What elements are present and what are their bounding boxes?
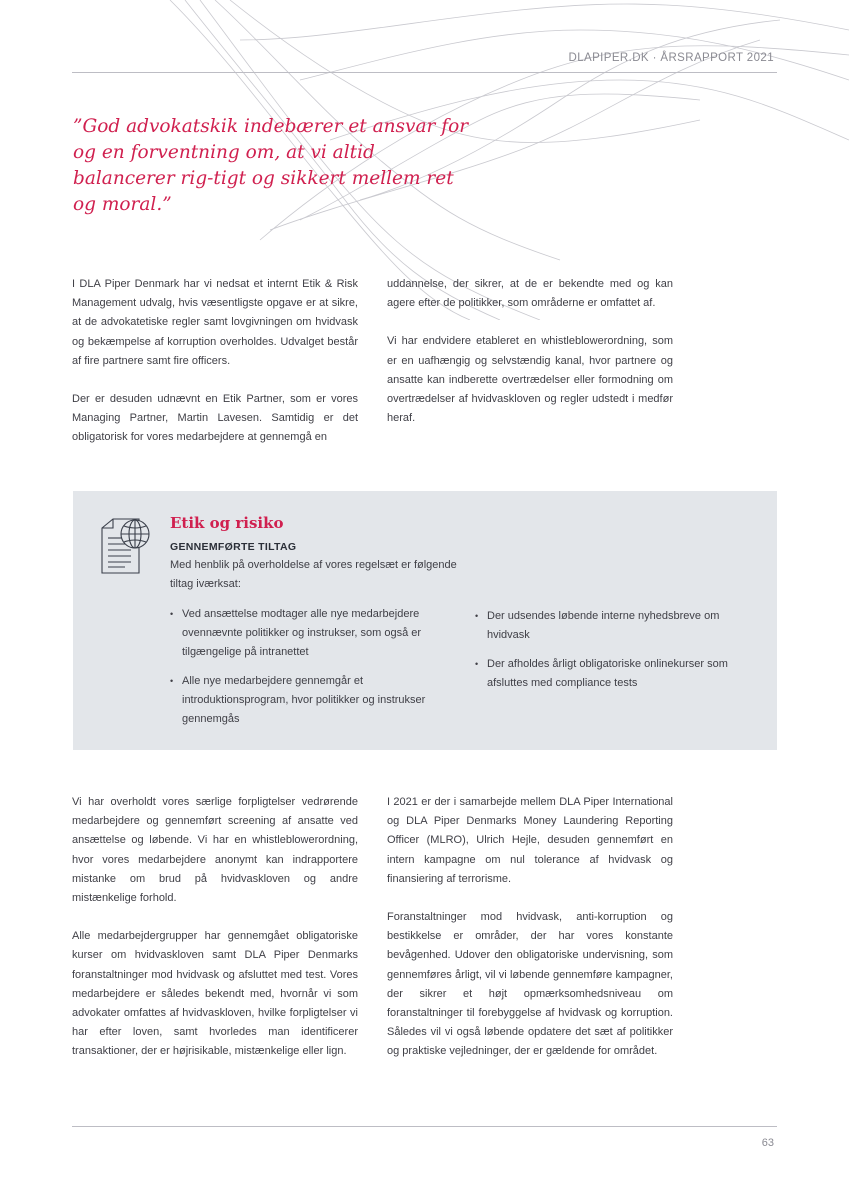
paragraph: Foranstaltninger mod hvidvask, anti-korruption og bestikkelse er områder, der har vores konstante bevågenhed. Udover den obligatoriske undervisning, som gennemføres årligt, vil vi løbende gennemføre kampagner, der sikrer et højt opmærksomhedsniveau om foranstaltninger til forebyggelse af hvidvask og korruption. Således vil vi også løbende opdatere det sæt af politikker og praktiske vejledninger, der er gældende for området. <box>387 911 673 1058</box>
intro-column-right <box>387 275 673 447</box>
bullet-list-right <box>475 607 755 703</box>
list-item: • Der afholdes årligt obligatoriske onlinekurser som afsluttes med compliance tests <box>475 655 755 693</box>
footer-divider <box>72 1126 777 1127</box>
paragraph: I 2021 er der i samarbejde mellem DLA Piper International og DLA Piper Denmarks Money Laundering Reporting Officer (MLRO), Ulrich Hejle, desuden gennemført en intern kampagne om nul tolerance af hvidvask og finansiering af terrorisme. <box>387 796 673 885</box>
header-divider <box>72 72 777 73</box>
paragraph: Vi har endvidere etableret en whistleblowerordning, som er en uafhængig og selvstændig kanal, hvor partnere og ansatte kan indberette overtrædelser eller formodning om overtrædelser af hvidvaskloven og regler udstedt i medfør heraf. <box>387 335 673 425</box>
body-column-right <box>387 793 673 1081</box>
box-intro: Med henblik på overholdelse af vores regelsæt er følgende tiltag iværksat: <box>170 559 457 590</box>
paragraph: uddannelse, der sikrer, at de er bekendte med og kan agere efter de politikker, som områderne er omfattet af. <box>387 278 673 310</box>
box-subtitle: GENNEMFØRTE TILTAG <box>170 541 297 553</box>
list-item: • Ved ansættelse modtager alle nye medarbejdere ovennævnte politikker og instrukser, som også er tilgængelige på intranettet <box>170 605 456 662</box>
pull-quote: ”God advokatskik indebærer et ansvar for og en forventning om, at vi altid balancerer rig-tigt og sikkert mellem ret og moral.” <box>73 116 469 215</box>
paragraph: Vi har overholdt vores særlige forpligtelser vedrørende medarbejdere og gennemført screening af ansatte ved ansættelse og løbende. Vi har en whistleblowerordning, hvor vores medarbejdere anonymt kan indrapportere mistanke om brud på hvidvaskloven og andre mistænkelige forhold. <box>72 796 358 905</box>
list-item: • Der udsendes løbende interne nyhedsbreve om hvidvask <box>475 607 755 645</box>
box-title: Etik og risiko <box>170 514 284 532</box>
paragraph: Alle medarbejdergrupper har gennemgået obligatoriske kurser om hvidvaskloven samt DLA Piper Denmarks foranstaltninger mod hvidvask og afsluttet med test. Vores medarbejdere er således bekendt med, hvornår vi som advokater omfattes af hvidvaskloven, hvilke forpligtelser vi har efter loven, samt hvorledes man identificerer transaktioner, der er højrisikable, mistænkelige eller lign. <box>72 930 358 1058</box>
paragraph: Der er desuden udnævnt en Etik Partner, som er vores Managing Partner, Martin Lavesen. Samtidig er det obligatorisk for vores medarbejdere at gennemgå en <box>72 393 358 444</box>
document-globe-icon <box>99 516 153 576</box>
page-number: 63 <box>761 1137 774 1149</box>
bullet-list-left <box>170 605 456 739</box>
running-header: DLAPIPER.DK · ÅRSRAPPORT 2021 <box>568 52 774 64</box>
list-item: • Alle nye medarbejdere gennemgår et introduktionsprogram, hvor politikker og instrukser gennemgås <box>170 672 456 729</box>
intro-column-left <box>72 275 358 467</box>
paragraph: I DLA Piper Denmark har vi nedsat et internt Etik & Risk Management udvalg, hvis væsentligste opgave er at sikre, at de advokatetiske regler samt lovgivningen om hvidvask og bekæmpelse af korruption overholdes. Udvalget består af fire partnere samt fire officers. <box>72 278 358 367</box>
body-column-left <box>72 793 358 1081</box>
